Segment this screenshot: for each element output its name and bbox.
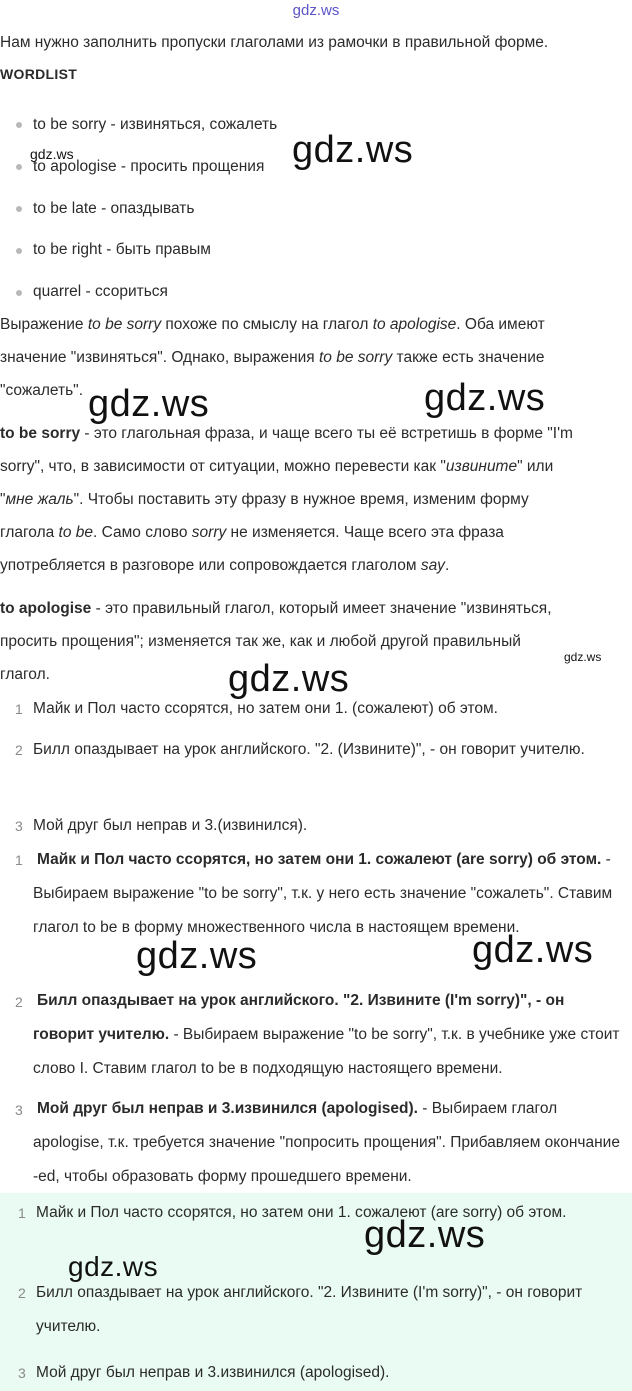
answer-3: Мой друг был неправ и 3.извинился (apologised). [36, 1364, 390, 1381]
bullet-icon [16, 290, 22, 296]
watermark: gdz.ws [136, 935, 258, 977]
site-logo[interactable]: gdz.ws [292, 2, 340, 19]
item-number: 1 [15, 852, 23, 868]
analysis-3: Мой друг был неправ и 3.извинился (apologised). - Выбираем глагол apologise, т.к. требуется значение "попросить прощения". Прибавляем окончание -ed, чтобы образовать форму прошедшего времени. [33, 1100, 620, 1185]
watermark: gdz.ws [564, 650, 602, 664]
item-number: 2 [18, 1285, 26, 1301]
answer-box [0, 1193, 632, 1391]
bullet-icon [16, 164, 22, 170]
watermark: gdz.ws [472, 929, 594, 971]
bullet-icon [16, 122, 22, 128]
item-number: 1 [15, 701, 23, 717]
watermark: gdz.ws [30, 146, 74, 162]
sentence-3: Мой друг был неправ и 3.(извинился). [33, 817, 308, 834]
watermark: gdz.ws [364, 1214, 486, 1256]
answer-1: Майк и Пол часто ссорятся, но затем они 1. сожалеют (are sorry) об этом. [36, 1204, 567, 1221]
bullet-icon [16, 206, 22, 212]
intro-text: Нам нужно заполнить пропуски глаголами из рамочки в правильной форме. [0, 34, 549, 51]
item-number: 2 [15, 742, 23, 758]
answer-2: Билл опаздывает на урок английского. "2. Извините (I'm sorry)", - он говорит учителю. [36, 1284, 583, 1335]
wordlist-item: to be right - быть правым [33, 241, 211, 258]
watermark: gdz.ws [228, 658, 350, 700]
analysis-2: Билл опаздывает на урок английского. "2. Извините (I'm sorry)", - он говорит учителю. - Выбираем выражение "to be sorry", т.к. в учебнике уже стоит слово I. Ставим глагол to be в подходящую настоящего времени. [33, 992, 620, 1077]
wordlist-heading: WORDLIST [0, 66, 78, 82]
sentence-1: Майк и Пол часто ссорятся, но затем они 1. (сожалеют) об этом. [33, 700, 498, 717]
item-number: 2 [15, 994, 23, 1010]
analysis-1: Майк и Пол часто ссорятся, но затем они 1. сожалеют (are sorry) об этом. - Выбираем выражение "to be sorry", т.к. у него есть значение "сожалеть". Ставим глагол to be в форму множественного числа в настоящем времени. [33, 851, 613, 936]
watermark: gdz.ws [292, 129, 414, 171]
watermark: gdz.ws [424, 377, 546, 419]
wordlist-item: to apologise - просить прощения [33, 158, 265, 175]
watermark: gdz.ws [88, 383, 210, 425]
wordlist-item: to be sorry - извиняться, сожалеть [33, 116, 278, 133]
item-number: 3 [15, 1102, 23, 1118]
bullet-icon [16, 248, 22, 254]
item-number: 3 [15, 818, 23, 834]
wordlist-item: quarrel - ссориться [33, 283, 168, 300]
watermark: gdz.ws [68, 1251, 159, 1282]
item-number: 3 [18, 1365, 26, 1381]
item-number: 1 [18, 1205, 26, 1221]
sentence-2: Билл опаздывает на урок английского. "2. (Извините)", - он говорит учителю. [33, 741, 585, 758]
wordlist-item: to be late - опаздывать [33, 200, 195, 217]
